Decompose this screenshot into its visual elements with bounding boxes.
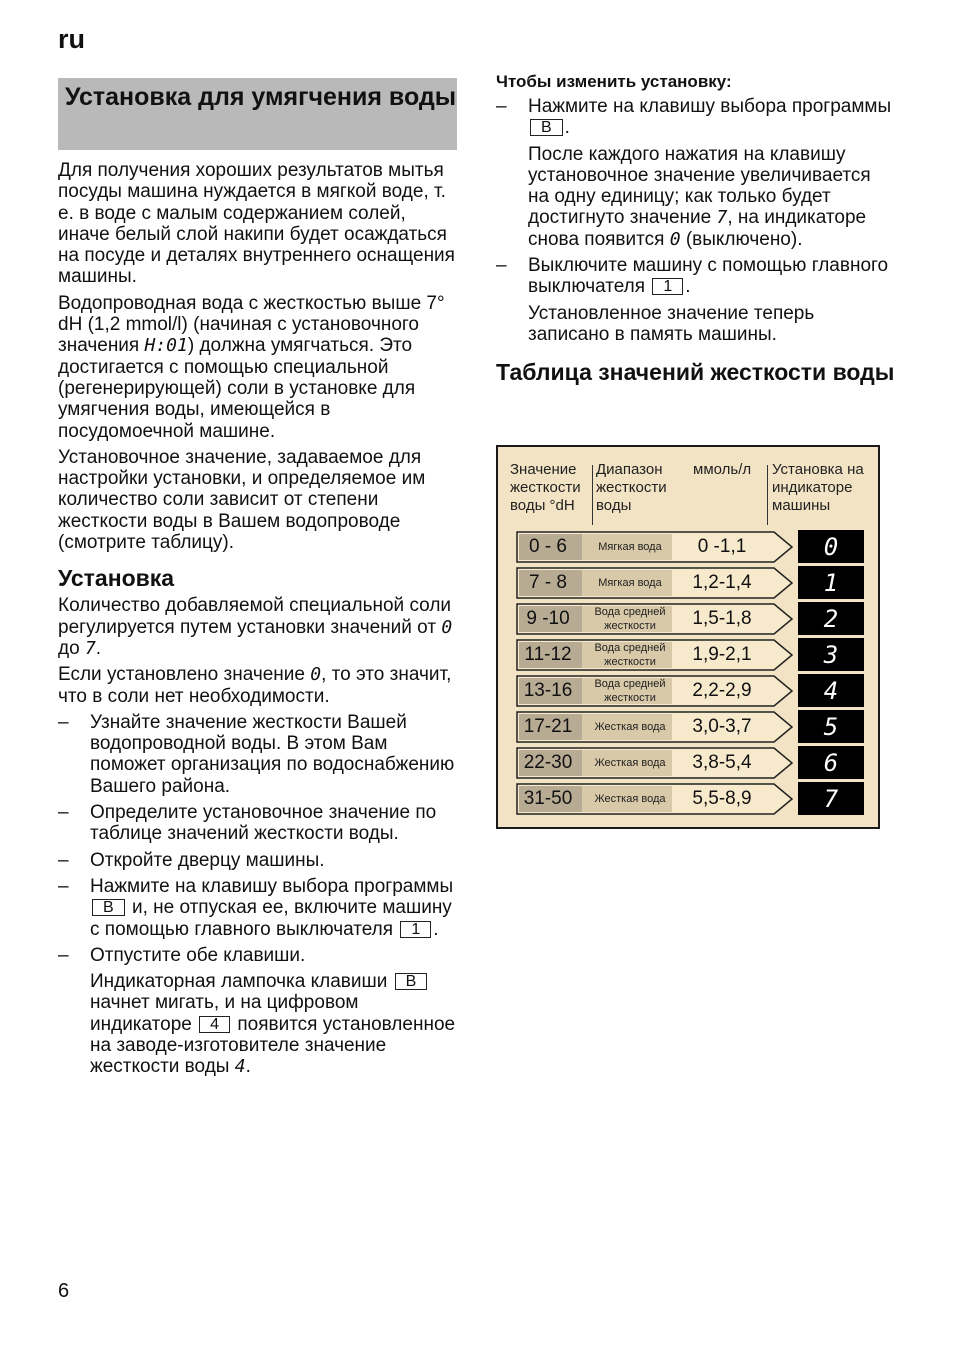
table-heading: Таблица значений жесткости воды — [496, 359, 895, 386]
mmol-range: 1,2-1,4 — [692, 571, 752, 593]
table-row — [516, 603, 782, 634]
step-increment-info: После каждого нажатия на клавишу установочное значение увеличивается на одну единицу; как только будет достигнуто значение 7, на индикаторе снова появится 0 (выключено). — [528, 143, 871, 250]
step-determine-value: – Определите установочное значение по таблице значений жесткости воды. — [58, 802, 458, 845]
dh-range: 9 -10 — [526, 607, 570, 629]
intro-paragraph: Для получения хороших результатов мытья посуды машина нуждается в мягкой воде, т. е. в воде с малым содержанием солей, иначе белый слой накипи будет осаждаться на посуде и деталях внутреннего оснащения машины. — [58, 160, 455, 288]
zero-paragraph: Если установлено значение 0, то это значит, что в соли нет необходимости. — [58, 664, 452, 707]
dh-range: 11-12 — [524, 643, 572, 665]
step-saved-info: Установленное значение теперь записано в память машины. — [528, 302, 815, 345]
dh-range: 7 - 8 — [528, 571, 568, 593]
hardness-type: Мягкая вода — [598, 540, 662, 553]
step-press-key: – Нажмите на клавишу выбора программы B и, не отпуская ее, включите машину с помощью главного выключателя 1 . — [58, 876, 458, 940]
table-row — [516, 783, 782, 814]
step-release-info: Индикаторная лампочка клавиши B начнет мигать, и на цифровом индикаторе 4 появится установленное на заводе-изготовителе значение жесткости воды 4. — [90, 971, 456, 1078]
setup-heading: Установка — [58, 565, 175, 592]
table-row — [516, 747, 782, 778]
step-open-door: – Откройте дверцу машины. — [58, 850, 458, 871]
main-switch-key: 1 — [400, 921, 431, 938]
mmol-range: 3,0-3,7 — [692, 715, 752, 737]
section-heading: Установка для умягчения воды — [65, 83, 457, 111]
hardness-type: Вода средней жесткости — [594, 677, 666, 704]
dh-range: 0 - 6 — [528, 535, 568, 557]
mmol-range: 3,8-5,4 — [692, 751, 752, 773]
hardness-type: Жесткая вода — [594, 792, 666, 805]
setting-display: 6 — [798, 746, 864, 779]
step-switch-off: – Выключите машину с помощью главного выключателя 1 . — [496, 255, 896, 298]
hardness-table — [496, 445, 880, 829]
header-mmol: ммоль/л — [693, 461, 752, 478]
hardness-type: Вода средней жесткости — [594, 605, 666, 632]
dh-range: 13-16 — [523, 679, 573, 701]
table-row — [516, 567, 782, 598]
dh-range: 22-30 — [523, 751, 573, 773]
header-range: Диапазон жесткости воды — [596, 461, 667, 514]
table-row — [516, 675, 782, 706]
header-dh: Значение жесткости воды °dH — [510, 461, 581, 514]
salt-paragraph: Установочное значение, задаваемое для настройки установки, и определяемое им количество соли зависит от степени жесткости воды в Вашем водопроводе (смотрите таблицу). — [58, 446, 426, 554]
hardness-type: Жесткая вода — [594, 720, 666, 733]
change-setting-heading: Чтобы изменить установку: — [496, 72, 732, 91]
setting-display: 2 — [798, 602, 864, 635]
header-divider — [592, 465, 593, 525]
dh-range: 17-21 — [523, 715, 573, 737]
hardness-type: Мягкая вода — [598, 576, 662, 589]
header-divider — [767, 465, 768, 525]
dh-range: 31-50 — [523, 787, 573, 809]
setting-display: 4 — [798, 674, 864, 707]
hardness-type: Жесткая вода — [594, 756, 666, 769]
left-column — [58, 160, 458, 1083]
mmol-range: 5,5-8,9 — [692, 787, 752, 809]
table-row — [516, 711, 782, 742]
step-release-keys: – Отпустите обе клавиши. — [58, 945, 458, 966]
mmol-range: 0 -1,1 — [697, 535, 747, 557]
setting-display: 1 — [798, 566, 864, 599]
mmol-range: 1,9-2,1 — [692, 643, 752, 665]
page-number: 6 — [58, 1280, 70, 1302]
header-setting: Установка на индикаторе машины — [772, 461, 864, 514]
setting-display: 5 — [798, 710, 864, 743]
step-press-program-key: – Нажмите на клавишу выбора программы B . — [496, 96, 896, 139]
table-row — [516, 639, 782, 670]
setting-display: 3 — [798, 638, 864, 671]
setting-display: 7 — [798, 782, 864, 815]
section-heading-box — [58, 78, 457, 150]
step-find-hardness: – Узнайте значение жесткости Вашей водопроводной воды. В этом Вам поможет организация по водоснабжению Вашего района. — [58, 712, 458, 797]
right-column — [496, 72, 896, 397]
range-paragraph: Количество добавляемой специальной соли регулируется путем установки значений от 0 до 7. — [58, 595, 453, 659]
setting-code: H:01 — [144, 335, 188, 357]
table-row — [516, 531, 782, 562]
language-label: ru — [58, 24, 85, 54]
mmol-range: 2,2-2,9 — [692, 679, 752, 701]
digital-display-key: 4 — [199, 1016, 230, 1033]
hardness-paragraph: Водопроводная вода с жесткостью выше 7° dH (1,2 mmol/l) (начиная с установочного значения H:01) должна умягчаться. Это достигается с помощью специальной (регенерирующей) соли в установке для умягчения воды, имеющейся в посудомоечной машине. — [58, 292, 445, 442]
program-key-b: B — [92, 899, 125, 916]
mmol-range: 1,5-1,8 — [692, 607, 752, 629]
setting-display: 0 — [798, 530, 864, 563]
hardness-type: Вода средней жесткости — [594, 641, 666, 668]
